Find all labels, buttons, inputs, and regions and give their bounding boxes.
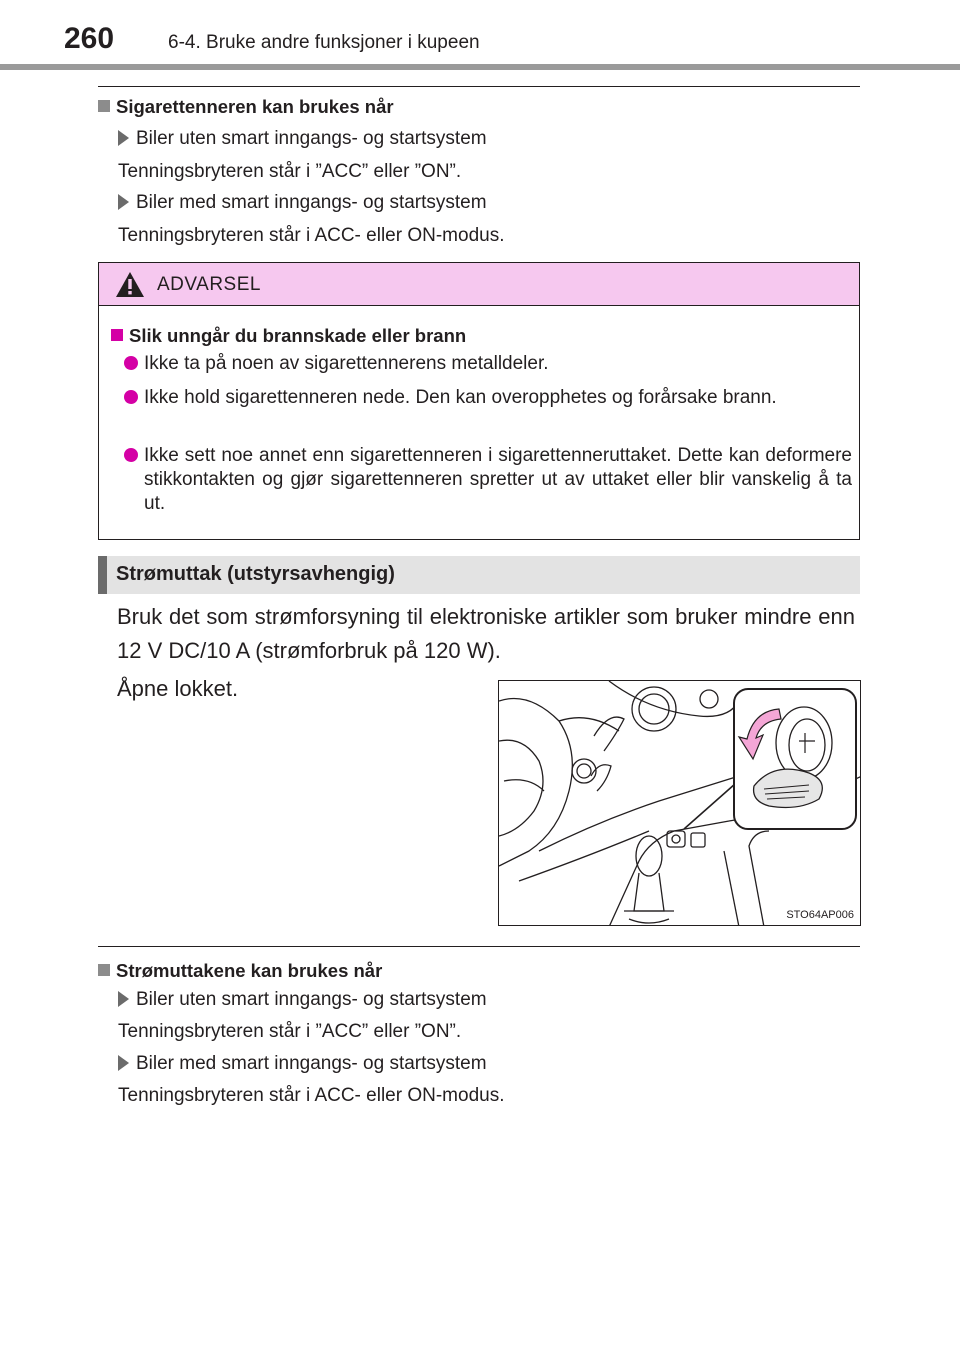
warning-item: Ikke ta på noen av sigarettennerens metalldeler. <box>124 352 852 376</box>
outlet-condition-text-with-smart: Tenningsbryteren står i ACC- eller ON-modus. <box>118 1085 505 1106</box>
warning-box <box>98 262 860 540</box>
header-rule <box>0 64 960 70</box>
warning-item: Ikke hold sigarettenneren nede. Den kan overopphetes og forårsake brann. <box>124 386 852 410</box>
warning-title: ADVARSEL <box>157 274 261 295</box>
triangle-bullet-icon <box>118 1055 129 1071</box>
instruction-text: Åpne lokket. <box>117 676 239 701</box>
condition-label-with-smart: Biler med smart inngangs- og startsystem <box>118 192 487 214</box>
section-title: Strømuttak (utstyrsavhengig) <box>116 563 395 585</box>
condition-text-without-smart: Tenningsbryteren står i ”ACC” eller ”ON”. <box>118 161 462 182</box>
outlet-condition-label-with-smart: Biler med smart inngangs- og startsystem <box>118 1053 487 1075</box>
square-bullet-icon <box>98 100 110 112</box>
square-bullet-icon <box>111 329 123 341</box>
condition-label-without-smart: Biler uten smart inngangs- og startsystem <box>118 128 487 150</box>
chapter-title: 6-4. Bruke andre funksjoner i kupeen <box>168 32 480 53</box>
warning-triangle-icon <box>115 271 145 298</box>
figure-code: STO64AP006 <box>786 909 854 921</box>
outlet-condition-text-without-smart: Tenningsbryteren står i ”ACC” eller ”ON”. <box>118 1021 462 1042</box>
condition-text-with-smart: Tenningsbryteren står i ACC- eller ON-modus. <box>118 225 505 246</box>
triangle-bullet-icon <box>118 991 129 1007</box>
square-bullet-icon <box>98 964 110 976</box>
power-outlet-heading: Strømuttakene kan brukes når <box>98 960 382 982</box>
round-bullet-icon <box>124 448 138 462</box>
section-heading-bar <box>98 556 860 594</box>
warning-item: Ikke sett noe annet enn sigarettenneren i sigarettenneruttaket. Dette kan deformere stikkontakten og gjør sigarettenneren spretter ut av uttaket eller blir vanskelig å ta ut. <box>124 444 852 516</box>
cigarette-lighter-heading: Sigarettenneren kan brukes når <box>98 96 394 118</box>
round-bullet-icon <box>124 390 138 404</box>
warning-subheading: Slik unngår du brannskade eller brann <box>111 325 466 347</box>
section-divider <box>98 946 860 947</box>
section-divider <box>98 86 860 87</box>
round-bullet-icon <box>124 356 138 370</box>
page-number: 260 <box>64 22 115 55</box>
section-paragraph: Bruk det som strømforsyning til elektroniske artikler som bruker mindre enn 12 V DC/10 A (strømforbruk på 120 W). <box>117 604 855 663</box>
section-accent <box>98 556 107 594</box>
warning-header <box>99 263 859 306</box>
outlet-condition-label-without-smart: Biler uten smart inngangs- og startsystem <box>118 989 487 1011</box>
dashboard-drawing <box>499 681 861 926</box>
triangle-bullet-icon <box>118 194 129 210</box>
power-outlet-illustration <box>498 680 861 926</box>
triangle-bullet-icon <box>118 130 129 146</box>
